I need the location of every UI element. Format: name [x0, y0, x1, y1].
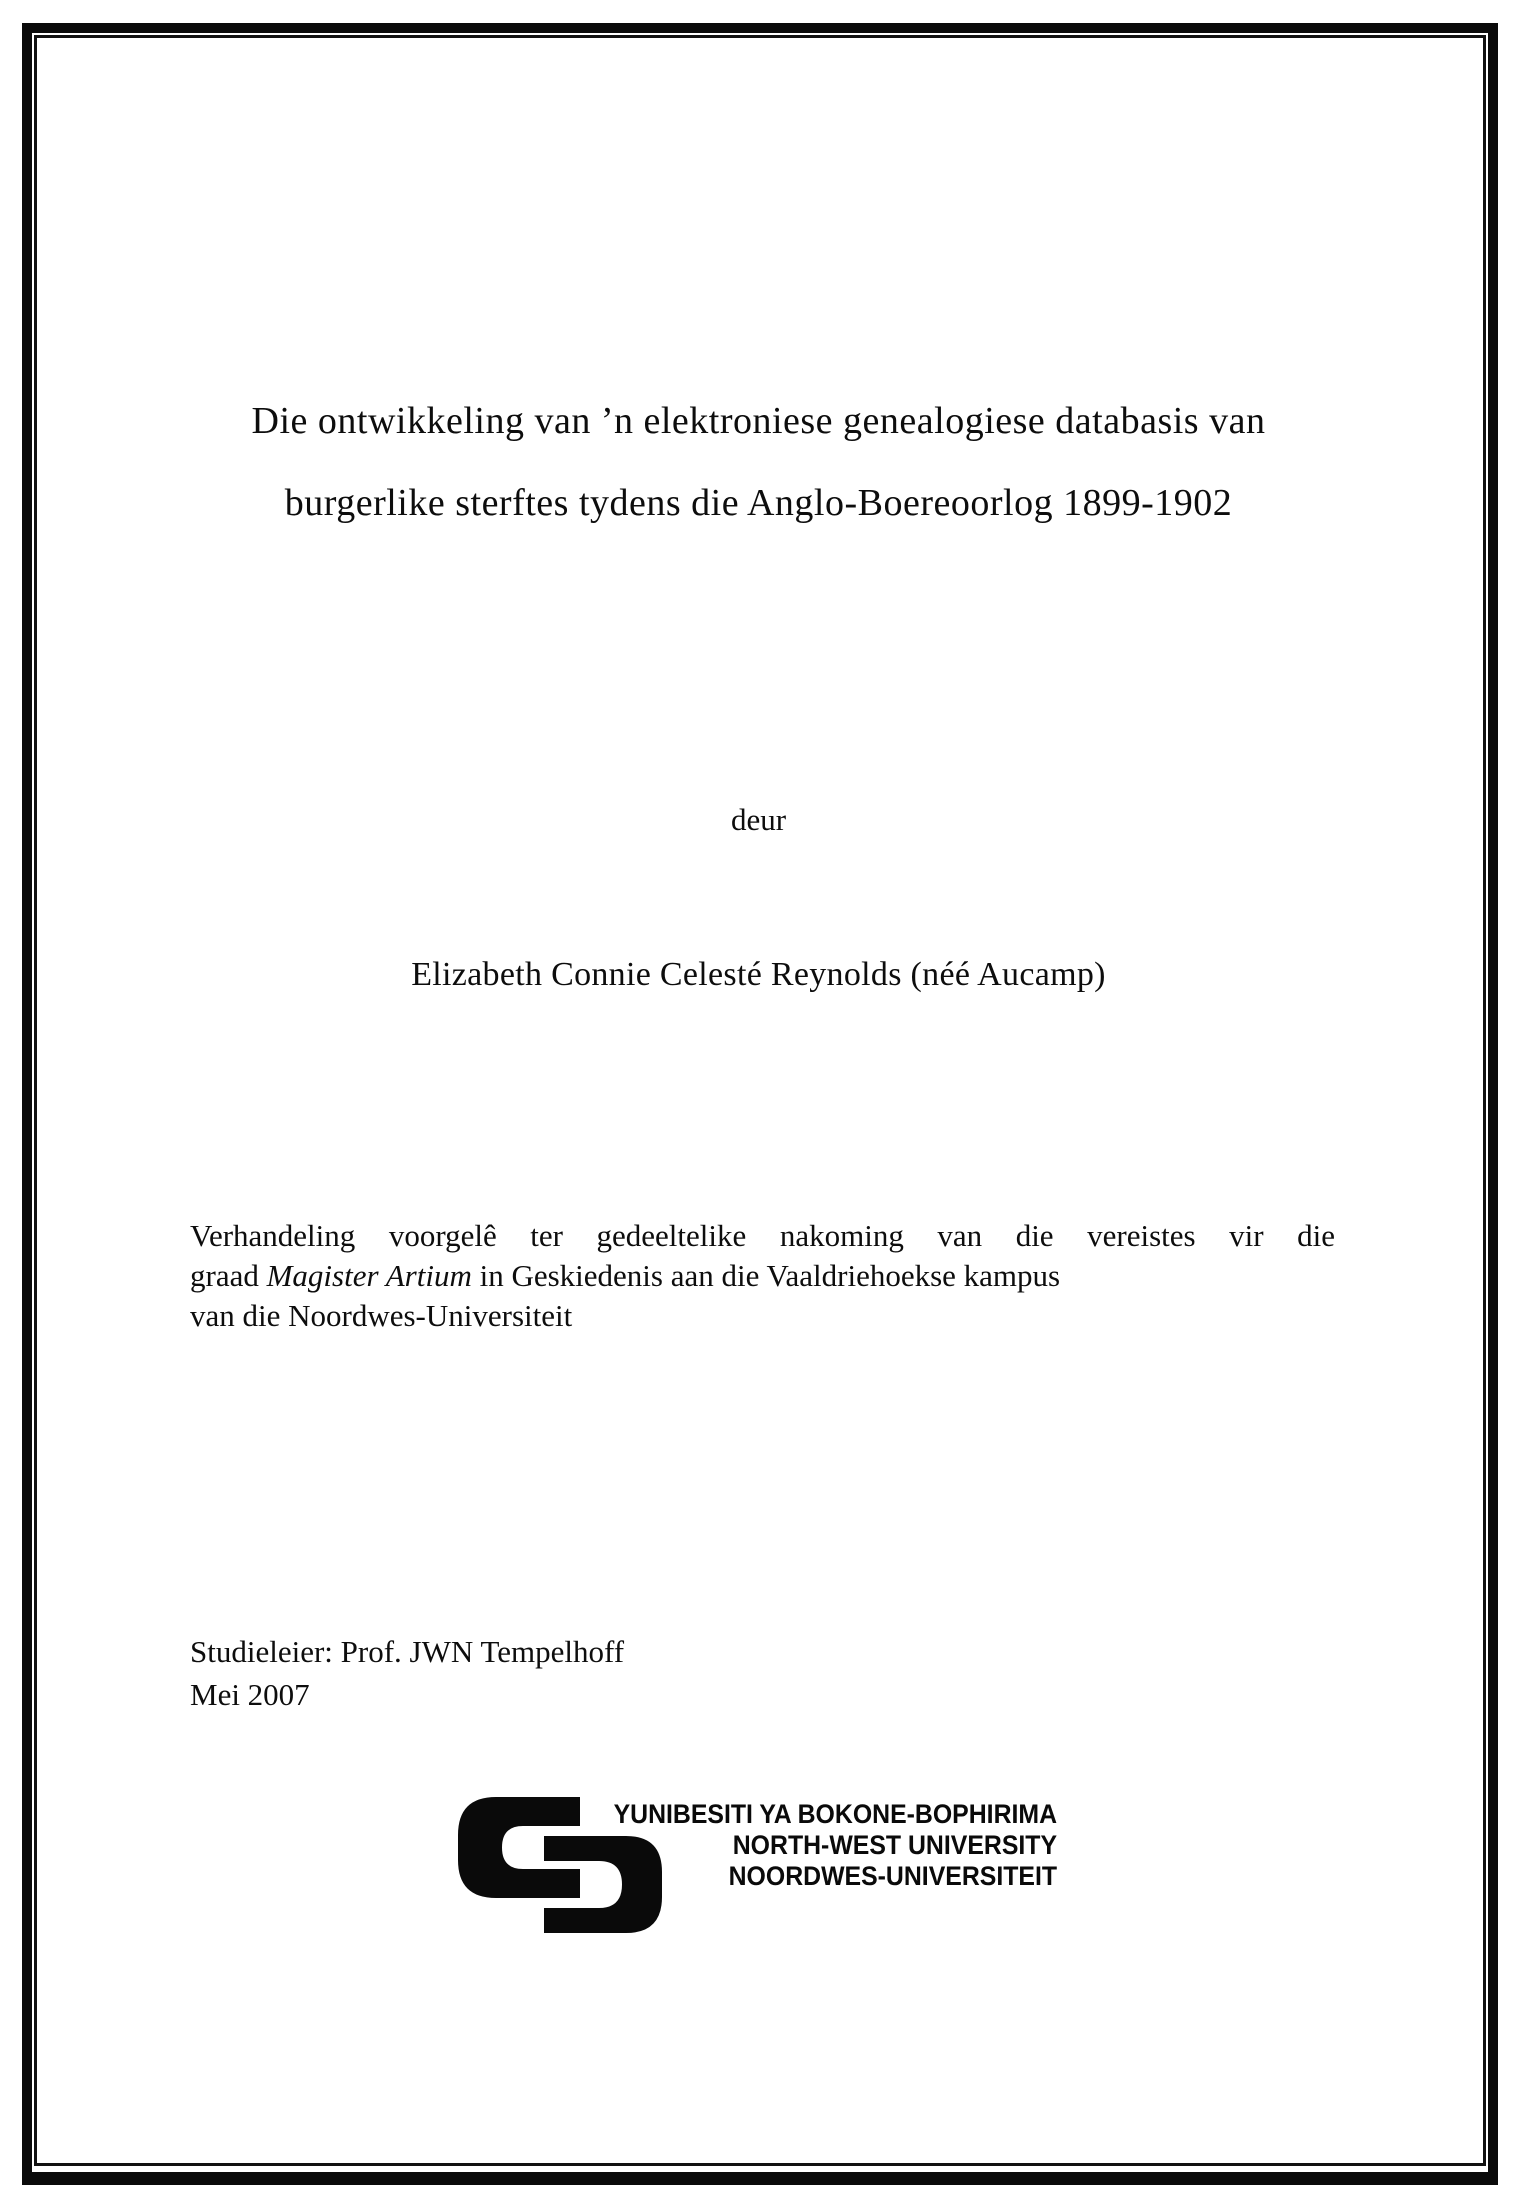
submission-line1: Verhandeling voorgelê ter gedeeltelike nakoming van die vereistes vir die	[190, 1218, 1335, 1253]
submission-line2-suffix: in Geskiedenis aan die Vaaldriehoekse kampus	[471, 1258, 1061, 1293]
thesis-title	[60, 380, 1457, 544]
university-name-afrikaans: NOORDWES-UNIVERSITEIT	[728, 1861, 1057, 1891]
date-line: Mei 2007	[190, 1677, 310, 1712]
university-name-block	[614, 1799, 1057, 1892]
thesis-title-line2: burgerlike sterftes tydens die Anglo-Boereoorlog 1899-1902	[284, 482, 1233, 524]
submission-line3: van die Noordwes-Universiteit	[190, 1298, 573, 1333]
supervisor-line: Studieleier: Prof. JWN Tempelhoff	[190, 1634, 625, 1669]
thesis-title-line1: Die ontwikkeling van ’n elektroniese genealogiese databasis van	[251, 400, 1266, 442]
submission-statement	[190, 1216, 1335, 1336]
submission-line2-prefix: graad	[190, 1258, 267, 1293]
degree-name: Magister Artium	[266, 1258, 472, 1293]
submission-line2	[190, 1256, 1335, 1296]
author-name: Elizabeth Connie Celesté Reynolds (néé Aucamp)	[411, 956, 1106, 993]
university-name-english: NORTH-WEST UNIVERSITY	[732, 1830, 1057, 1860]
byline-label: deur	[730, 802, 787, 837]
university-name-setswana: YUNIBESITI YA BOKONE-BOPHIRIMA	[613, 1799, 1057, 1829]
supervisor-block	[190, 1630, 624, 1716]
